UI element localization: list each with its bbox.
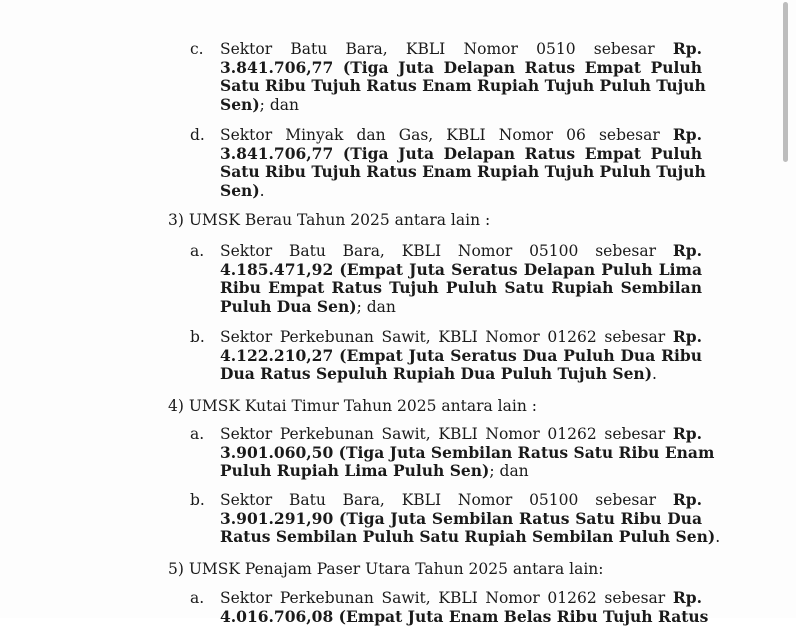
amount-text: Sen) — [220, 94, 260, 114]
item-letter: c. — [190, 40, 204, 58]
text-line — [220, 96, 702, 115]
text-line — [220, 298, 702, 317]
text-line — [220, 491, 702, 510]
item-body — [220, 125, 706, 200]
plain-text: . — [259, 181, 265, 200]
text-line — [220, 425, 702, 444]
plain-text: ; dan — [356, 297, 396, 316]
amount-text: Satu Ribu Tujuh Ratus Enam Rupiah Tujuh Puluh Tujuh — [220, 162, 706, 182]
text-line — [220, 510, 702, 529]
plain-text: Sektor Perkebunan Sawit, KBLI Nomor 01262 sebesar — [220, 589, 673, 607]
text-line — [220, 242, 702, 261]
text-line — [220, 589, 702, 608]
text-line — [220, 606, 709, 626]
item-body — [220, 328, 702, 384]
text-line — [220, 365, 702, 384]
amount-text: 3.841.706,77 (Tiga Juta Delapan Ratus Empat Puluh — [220, 57, 702, 77]
text-line — [220, 279, 702, 298]
section-heading-kutim: 4) UMSK Kutai Timur Tahun 2025 antara lain : — [168, 397, 537, 415]
amount-text: 3.901.291,90 (Tiga Juta Sembilan Ratus Satu Ribu Dua — [220, 508, 702, 528]
item-body — [220, 242, 702, 316]
plain-text: . — [652, 365, 657, 384]
item-letter: d. — [190, 126, 205, 144]
section-heading-ppu: 5) UMSK Penajam Paser Utara Tahun 2025 antara lain: — [168, 560, 604, 578]
item-letter: a. — [190, 242, 205, 260]
plain-text: Sektor Perkebunan Sawit, KBLI Nomor 01262 sebesar — [220, 328, 673, 346]
amount-text: 3.841.706,77 (Tiga Juta Delapan Ratus Empat Puluh — [220, 143, 702, 163]
text-line — [220, 462, 702, 481]
amount-text: Ribu Empat Ratus Tujuh Puluh Satu Rupiah Sembilan — [220, 278, 702, 298]
item-letter: b. — [190, 328, 205, 346]
amount-text: Rp. — [672, 241, 702, 260]
text-line — [220, 40, 702, 59]
text-line — [220, 182, 702, 201]
text-line — [220, 76, 706, 96]
section-heading-berau: 3) UMSK Berau Tahun 2025 antara lain : — [168, 211, 491, 229]
amount-text: Rp. — [672, 424, 702, 443]
amount-text: Rp. — [672, 125, 702, 144]
text-line — [220, 59, 702, 78]
amount-text: Puluh Rupiah Lima Puluh Sen) — [220, 461, 490, 481]
text-line — [220, 328, 702, 347]
text-line — [220, 145, 702, 164]
amount-text: Rp. — [672, 327, 702, 346]
text-line — [220, 126, 702, 145]
plain-text: Sektor Minyak dan Gas, KBLI Nomor 06 sebesar — [220, 126, 673, 144]
item-letter: a. — [190, 589, 205, 607]
amount-text: Rp. — [672, 39, 702, 58]
item-letter: a. — [190, 425, 205, 443]
amount-text: Satu Ribu Tujuh Ratus Enam Rupiah Tujuh Puluh Tujuh — [220, 76, 706, 96]
amount-text: 3.901.060,50 (Tiga Juta Sembilan Ratus Satu Ribu Enam — [220, 442, 715, 462]
amount-text: Puluh Dua Sen) — [220, 296, 357, 316]
plain-text: Sektor Batu Bara, KBLI Nomor 0510 sebesar — [220, 40, 673, 58]
item-letter: b. — [190, 491, 205, 509]
item-body — [220, 490, 721, 547]
item-body — [220, 588, 709, 626]
text-line — [220, 347, 702, 366]
amount-text: 4.016.706,08 (Empat Juta Enam Belas Ribu Tujuh Ratus — [220, 606, 709, 626]
plain-text: Sektor Batu Bara, KBLI Nomor 05100 sebesar — [220, 491, 673, 509]
amount-text: Rp. — [672, 490, 702, 509]
plain-text: Sektor Batu Bara, KBLI Nomor 05100 sebesar — [220, 242, 673, 260]
plain-text: ; dan — [489, 462, 529, 481]
amount-text: Rp. — [672, 588, 702, 607]
text-line — [220, 442, 715, 463]
amount-text: 4.185.471,92 (Empat Juta Seratus Delapan Puluh Lima — [220, 259, 702, 279]
plain-text: Sektor Perkebunan Sawit, KBLI Nomor 01262 sebesar — [220, 425, 673, 443]
amount-text: Ratus Sembilan Puluh Satu Rupiah Sembilan Puluh Sen) — [220, 527, 716, 547]
amount-text: Sen) — [220, 180, 260, 200]
plain-text: . — [715, 528, 721, 547]
amount-text: Dua Ratus Sepuluh Rupiah Dua Puluh Tujuh Sen) — [220, 364, 653, 384]
text-line — [220, 261, 702, 280]
text-line — [220, 162, 706, 182]
scrollbar[interactable] — [783, 2, 788, 162]
item-body — [220, 39, 706, 114]
item-body — [220, 424, 715, 481]
amount-text: 4.122.210,27 (Empat Juta Seratus Dua Puluh Dua Ribu — [220, 345, 702, 365]
text-line — [220, 527, 721, 547]
plain-text: ; dan — [259, 95, 299, 114]
